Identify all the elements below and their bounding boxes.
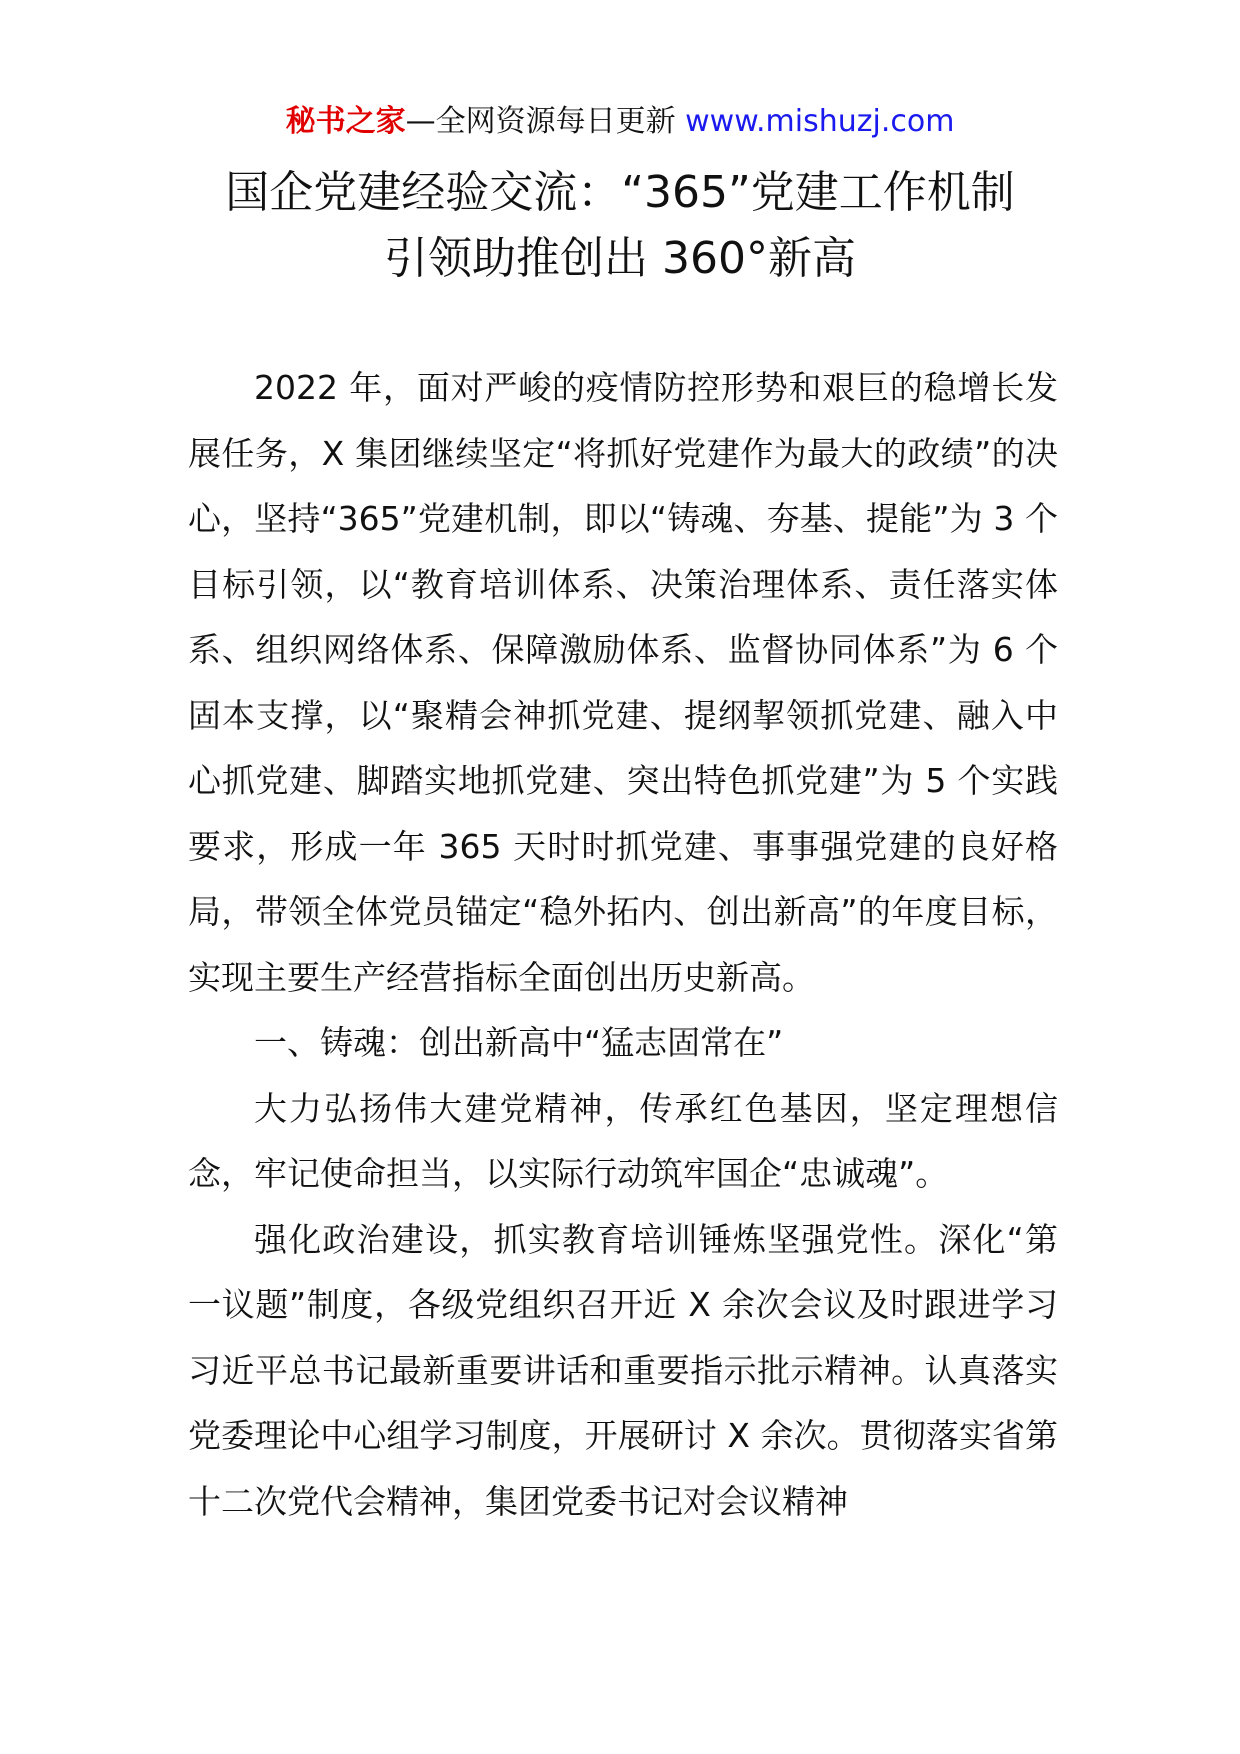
document-body (188, 355, 1058, 1534)
site-brand: 秘书之家 (285, 104, 406, 139)
site-tagline: —全网资源每日更新 (405, 104, 686, 139)
section-heading-1: 一、铸魂：创出新高中“猛志固常在” (254, 1023, 784, 1062)
body-paragraph-intro: 2022 年，面对严峻的疫情防控形势和艰巨的稳增长发展任务，X 集团继续坚定“将抓好党建作为最大的政绩”的决心，坚持“365”党建机制，即以“铸魂、夯基、提能”为 3 个目标引领，以“教育培训体系、决策治理体系、责任落实体系、组织网络体系、保障激励体系、监督协同体系”为 6 个固本支撑，以“聚精会神抓党建、提纲挈领抓党建、融入中心抓党建、脚踏实地抓党建、突出特色抓党建”为 5 个实践要求，形成一年 365 天时时抓党建、事事强党建的良好格局，带领全体党员锚定“稳外拓内、创出新高”的年度目标，实现主要生产经营指标全面创出历史新高。 (188, 368, 1058, 997)
document-title (0, 160, 1240, 292)
body-paragraph: 大力弘扬伟大建党精神，传承红色基因，坚定理想信念，牢记使命担当，以实际行动筑牢国企“忠诚魂”。 (188, 1088, 1058, 1193)
site-url-link[interactable]: www.mishuzj.com (685, 104, 955, 139)
body-paragraph: 强化政治建设，抓实教育培训锤炼坚强党性。深化“第一议题”制度，各级党组织召开近 X 余次会议及时跟进学习习近平总书记最新重要讲话和重要指示批示精神。认真落实党委理论中心组学习制度，开展研讨 X 余次。贯彻落实省第十二次党代会精神，集团党委书记对会议精神 (188, 1219, 1058, 1521)
site-header (0, 100, 1240, 144)
title-line-2: 引领助推创出 360°新高 (384, 233, 856, 284)
title-line-1: 国企党建经验交流：“365”党建工作机制 (225, 167, 1015, 218)
